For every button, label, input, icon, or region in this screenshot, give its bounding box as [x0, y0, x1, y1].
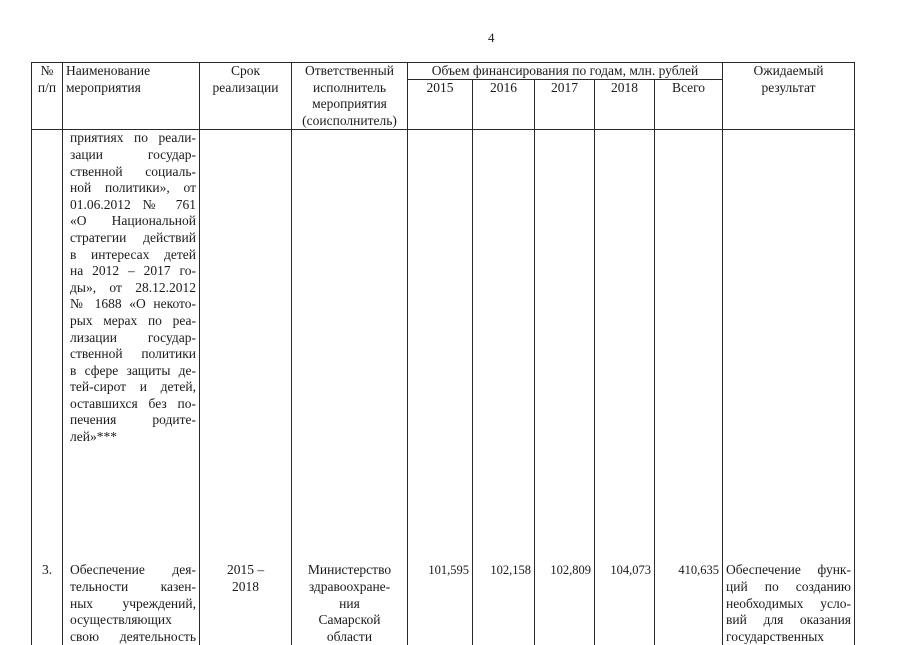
text-line: 2018: [232, 578, 259, 594]
text-line: Министерство: [307, 562, 392, 578]
row3-value-total: 410,635: [655, 562, 723, 645]
text-line: лизации государ-: [70, 329, 196, 345]
text-line: ственной политики: [70, 346, 196, 362]
text-line: стратегии действий: [70, 229, 196, 245]
text-line: Обеспечение функ-: [726, 562, 851, 578]
header-year-2015: 2015: [408, 80, 473, 130]
row3-name: [66, 562, 196, 645]
row3-value-2017: 102,809: [535, 562, 595, 645]
text-line: тей-сирот и детей,: [70, 379, 196, 395]
text-line: государственных: [726, 628, 825, 644]
text-line: свою деятельность: [70, 628, 196, 644]
header-name: Наименование мероприятия: [63, 63, 200, 130]
text-line: вий для оказания: [726, 612, 851, 628]
table-row-continuation: [32, 130, 855, 563]
header-year-2018: 2018: [595, 80, 655, 130]
text-line: ной политики», от: [70, 180, 196, 196]
text-line: на 2012 – 2017 го-: [70, 263, 196, 279]
row3-result-cell: [723, 562, 855, 645]
text-line: № 1688 «О некото-: [70, 296, 196, 312]
continuation-text: [66, 130, 196, 562]
text-line: Самарской: [318, 612, 381, 628]
text-line: осуществляющих: [70, 612, 172, 628]
header-year-2017: 2017: [535, 80, 595, 130]
text-line: ных учреждений,: [70, 595, 196, 611]
text-line: приятиях по реали-: [70, 130, 196, 146]
header-result: Ожидаемый результат: [723, 63, 855, 130]
program-table: [31, 62, 855, 645]
page-number: 4: [488, 30, 495, 45]
text-line: ния: [339, 595, 360, 611]
text-line: в интересах детей: [70, 246, 196, 262]
text-line: ственной социаль-: [70, 163, 196, 179]
row3-executor: [295, 562, 404, 645]
row3-value-2015: 101,595: [408, 562, 473, 645]
header-num: № п/п: [32, 63, 63, 130]
text-line: ций по созданию: [726, 578, 851, 594]
table-row-3: [32, 562, 855, 645]
text-line: здравоохране-: [308, 578, 391, 594]
text-line: рых мерах по реа-: [70, 312, 196, 328]
text-line: 2015 –: [226, 562, 265, 578]
text-line: печения родите-: [70, 412, 196, 428]
text-line: в сфере защиты де-: [70, 362, 196, 378]
header-row: [32, 63, 855, 80]
text-line: лей»***: [70, 429, 117, 445]
text-line: ды», от 28.12.2012: [70, 279, 196, 295]
text-line: тельности казен-: [70, 578, 196, 594]
row3-num: 3.: [32, 562, 63, 645]
text-line: оставшихся без по-: [70, 395, 196, 411]
row3-value-2016: 102,158: [473, 562, 535, 645]
row3-name-cell: [63, 562, 200, 645]
text-line: «О Национальной: [70, 213, 196, 229]
text-line: области: [326, 628, 373, 644]
row3-executor-cell: [292, 562, 408, 645]
header-term: Срок реализации: [200, 63, 292, 130]
row3-term-cell: [200, 562, 292, 645]
row3-result: [726, 562, 851, 645]
text-line: Обеспечение дея-: [70, 562, 196, 578]
text-line: необходимых усло-: [726, 595, 851, 611]
row3-term: [203, 562, 288, 595]
text-line: 01.06.2012 № 761: [70, 196, 196, 212]
header-year-2016: 2016: [473, 80, 535, 130]
text-line: зации государ-: [70, 146, 196, 162]
header-executor: Ответственный исполнитель мероприятия (соисполнитель): [292, 63, 408, 130]
continuation-name-cell: [63, 130, 200, 563]
header-financing: Объем финансирования по годам, млн. рублей: [408, 63, 723, 80]
header-year-total: Всего: [655, 80, 723, 130]
row3-value-2018: 104,073: [595, 562, 655, 645]
